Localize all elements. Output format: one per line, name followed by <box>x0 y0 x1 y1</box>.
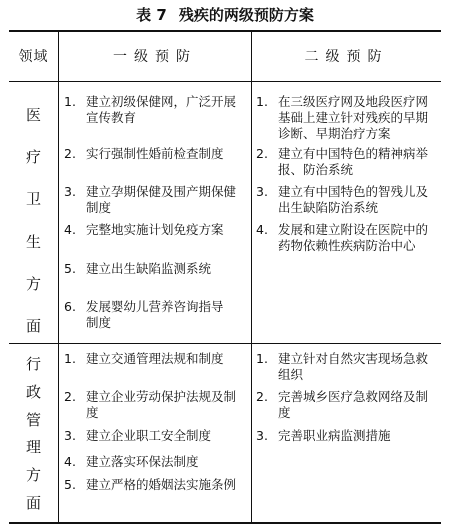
domain-char: 方 <box>25 274 41 293</box>
header-rule <box>9 81 441 82</box>
domain-char: 管 <box>25 410 41 429</box>
domain-char: 面 <box>25 493 41 512</box>
domain-char: 医 <box>25 106 41 124</box>
domain-administrative <box>9 353 58 513</box>
top-rule <box>9 30 441 32</box>
domain-medical <box>9 104 58 336</box>
column-divider-1 <box>58 31 59 523</box>
table-number: 表 7 <box>136 6 167 24</box>
domain-char: 疗 <box>25 148 41 167</box>
domain-char: 面 <box>25 316 41 335</box>
table-caption: 残疾的两级预防方案 <box>178 6 314 24</box>
bottom-rule <box>9 522 441 524</box>
domain-char: 政 <box>25 382 41 401</box>
table-title <box>0 2 450 28</box>
header-primary: 一级预防 <box>113 49 197 65</box>
domain-char: 行 <box>25 355 41 373</box>
header-secondary: 二级预防 <box>304 49 389 65</box>
domain-char: 理 <box>25 438 41 457</box>
header-domain: 领域 <box>18 49 49 65</box>
domain-char: 卫 <box>25 190 41 209</box>
domain-char: 生 <box>25 232 41 251</box>
domain-char: 方 <box>25 466 41 485</box>
column-divider-2 <box>251 31 252 523</box>
section-rule <box>9 343 441 344</box>
